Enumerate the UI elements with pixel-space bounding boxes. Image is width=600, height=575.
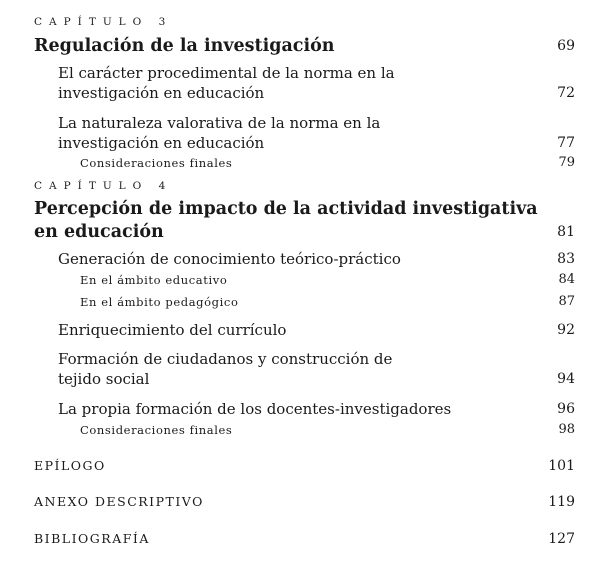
toc-entry-page: 92 [557, 322, 575, 338]
toc-backmatter-anexo[interactable]: ANEXO DESCRIPTIVO [34, 494, 204, 509]
toc-subentry-page: 84 [558, 272, 575, 287]
toc-entry[interactable]: La propia formación de los docentes-investigadores [58, 400, 452, 418]
toc-backmatter-page: 119 [548, 494, 575, 510]
toc-backmatter-epilogo[interactable]: EPÍLOGO [34, 458, 106, 473]
chapter-4-title[interactable]: Percepción de impacto de la actividad investigativa [34, 199, 538, 219]
toc-entry[interactable]: Generación de conocimiento teórico-práctico [58, 250, 401, 268]
toc-entry-line[interactable]: tejido social [58, 370, 150, 388]
toc-subentry[interactable]: Consideraciones finales [80, 423, 233, 437]
chapter-3-label: CAPÍTULO 3 [34, 16, 173, 28]
toc-entry-line[interactable]: Formación de ciudadanos y construcción de [58, 350, 393, 368]
toc-entry-page: 77 [557, 135, 575, 151]
chapter-3-title[interactable]: Regulación de la investigación [34, 36, 335, 56]
toc-backmatter-page: 101 [548, 458, 575, 474]
toc-entry-page: 83 [557, 251, 575, 267]
toc-entry-page: 94 [557, 371, 575, 387]
toc-entry-line[interactable]: investigación en educación [58, 84, 265, 102]
chapter-4-page: 81 [557, 224, 575, 240]
chapter-4-label: CAPÍTULO 4 [34, 180, 173, 192]
toc-entry[interactable]: Enriquecimiento del currículo [58, 321, 287, 339]
toc-subentry-page: 87 [558, 294, 575, 309]
toc-entry-page: 96 [557, 401, 575, 417]
toc-entry-line[interactable]: El carácter procedimental de la norma en la [58, 64, 395, 82]
toc-subentry[interactable]: Consideraciones finales [80, 156, 233, 170]
toc-entry-line[interactable]: La naturaleza valorativa de la norma en la [58, 114, 381, 132]
chapter-4-title[interactable]: en educación [34, 222, 164, 242]
toc-backmatter-bibliografia[interactable]: BIBLIOGRAFÍA [34, 531, 150, 546]
toc-subentry-page: 98 [558, 422, 575, 437]
chapter-3-page: 69 [557, 38, 575, 54]
toc-backmatter-page: 127 [548, 531, 575, 547]
toc-subentry[interactable]: En el ámbito educativo [80, 273, 228, 287]
toc-subentry-page: 79 [558, 155, 575, 170]
toc-entry-page: 72 [557, 85, 575, 101]
toc-subentry[interactable]: En el ámbito pedagógico [80, 295, 239, 309]
toc-entry-line[interactable]: investigación en educación [58, 134, 265, 152]
